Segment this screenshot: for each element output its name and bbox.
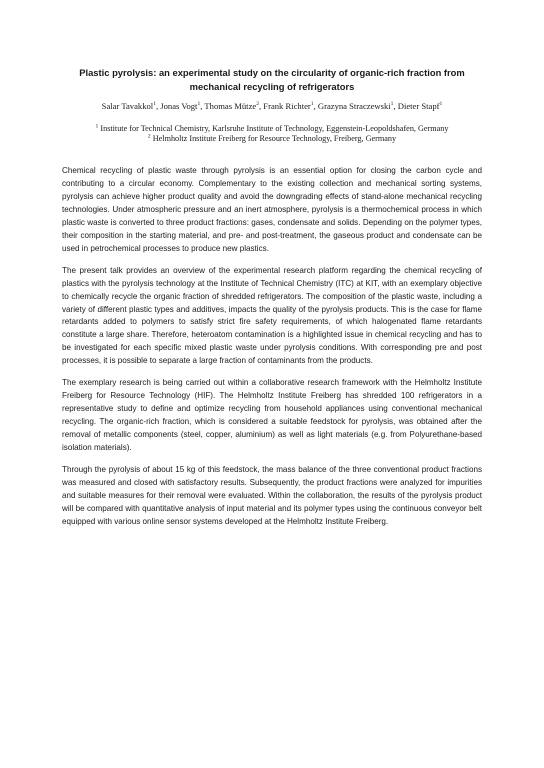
body-paragraph: The exemplary research is being carried out within a collaborative research framework with the Helmholtz Institute Freiberg for Resource Technology (HIF). The Helmholtz Institute Freiberg has shredded 100 refrigerators in a representative study to define and optimize recycling from household appliances using conventional mechanical recycling. The organic-rich fraction, which is considered a suitable feedstock for pyrolysis, was obtained after the removal of metallic components (steel, copper, aluminium) as well as light materials (e.g. from Polyurethane-based isolation materials).	[62, 378, 482, 453]
author-affiliation-mark: 1	[153, 101, 156, 108]
author-affiliation-mark: 1	[390, 101, 394, 108]
body-paragraph: The present talk provides an overview of the experimental research platform regarding the chemical recycling of plastics with the pyrolysis technology at the Institute of Technical Chemistry (ITC) at KIT, with an exemplary objective to chemically recycle the organic fraction of shredded refrigerators. The composition of the plastic waste, including a variety of different plastic types and additives, impacts the quality of the pyrolysis products. This is the case for flame retardants added to polymers to satisfy strict fire safety requirements, of which halogenated flame retardants constitute a large share. Therefore, heteroatom contamination is a highlighted issue in chemical recycling and has to be investigated for each specific mixed plastic waste under pyrolysis conditions. With corresponding pre and post processes, it is possible to separate a large fraction of contaminants from the products.	[62, 265, 482, 366]
affiliation-1	[40, 124, 504, 134]
author-affiliation-mark: 1	[439, 101, 443, 108]
abstract-body	[62, 165, 482, 538]
author-affiliation-mark: 1	[197, 101, 201, 108]
paper-title: Plastic pyrolysis: an experimental study on the circularity of organic-rich fraction from mechanical recycling of refrigerators	[79, 67, 465, 92]
affiliation-mark: 2	[147, 133, 151, 140]
author-name: Frank Richter	[263, 101, 311, 111]
author-list: Salar Tavakkol$^1$, Jonas Vogt$^1$, Thomas Mütze$^2$, Frank Richter$^1$, Grazyna Straczewski$^1$, Dieter Stapf$^1$	[101, 101, 443, 111]
author-name: Grazyna Straczewski	[317, 101, 391, 111]
author-name: Thomas Mütze	[204, 101, 257, 111]
author-affiliation-mark: 1	[310, 101, 314, 108]
body-paragraph: Through the pyrolysis of about 15 kg of this feedstock, the mass balance of the three conventional product fractions was measured and closed with satisfactory results. Subsequently, the product fractions were analyzed for impurities and suitable measures for their removal were evaluated. Within the collaboration, the results of the pyrolysis product will be compared with quantitative analysis of input material and its polymer types using the continuous conveyor belt equipped with various online sensor systems developed at the Helmholtz Institute Freiberg.	[62, 465, 482, 526]
author-name: Salar Tavakkol	[101, 101, 154, 111]
affiliation-text: Helmholtz Institute Freiberg for Resource Technology, Freiberg, Germany	[152, 134, 397, 143]
author-name: Jonas Vogt	[160, 101, 198, 111]
body-paragraph: Chemical recycling of plastic waste through pyrolysis is an essential option for closing the carbon cycle and contributing to a circular economy. Complementary to the existing collection and mechanical sorting systems, pyrolysis can achieve higher product quality and avoid the downgrading effects of stand-alone mechanical recycling technologies. Under atmospheric pressure and an inert atmosphere, pyrolysis is a thermochemical process in which plastic waste is converted to three product fractions: gases, condensate and solids. Depending on the polymer types, their composition in the starting material, and pre- and post-treatment, the gaseous product and condensate can be used in petrochemical processes to produce new plastics.	[62, 166, 482, 253]
affiliation-2	[40, 134, 504, 144]
author-name: Dieter Stapf	[397, 101, 440, 111]
affiliation-mark: 1	[95, 123, 99, 130]
author-affiliation-mark: 2	[256, 101, 259, 108]
affiliation-text: Institute for Technical Chemistry, Karlsruhe Institute of Technology, Eggenstein-Leopoldshafen, Germany	[100, 124, 449, 133]
